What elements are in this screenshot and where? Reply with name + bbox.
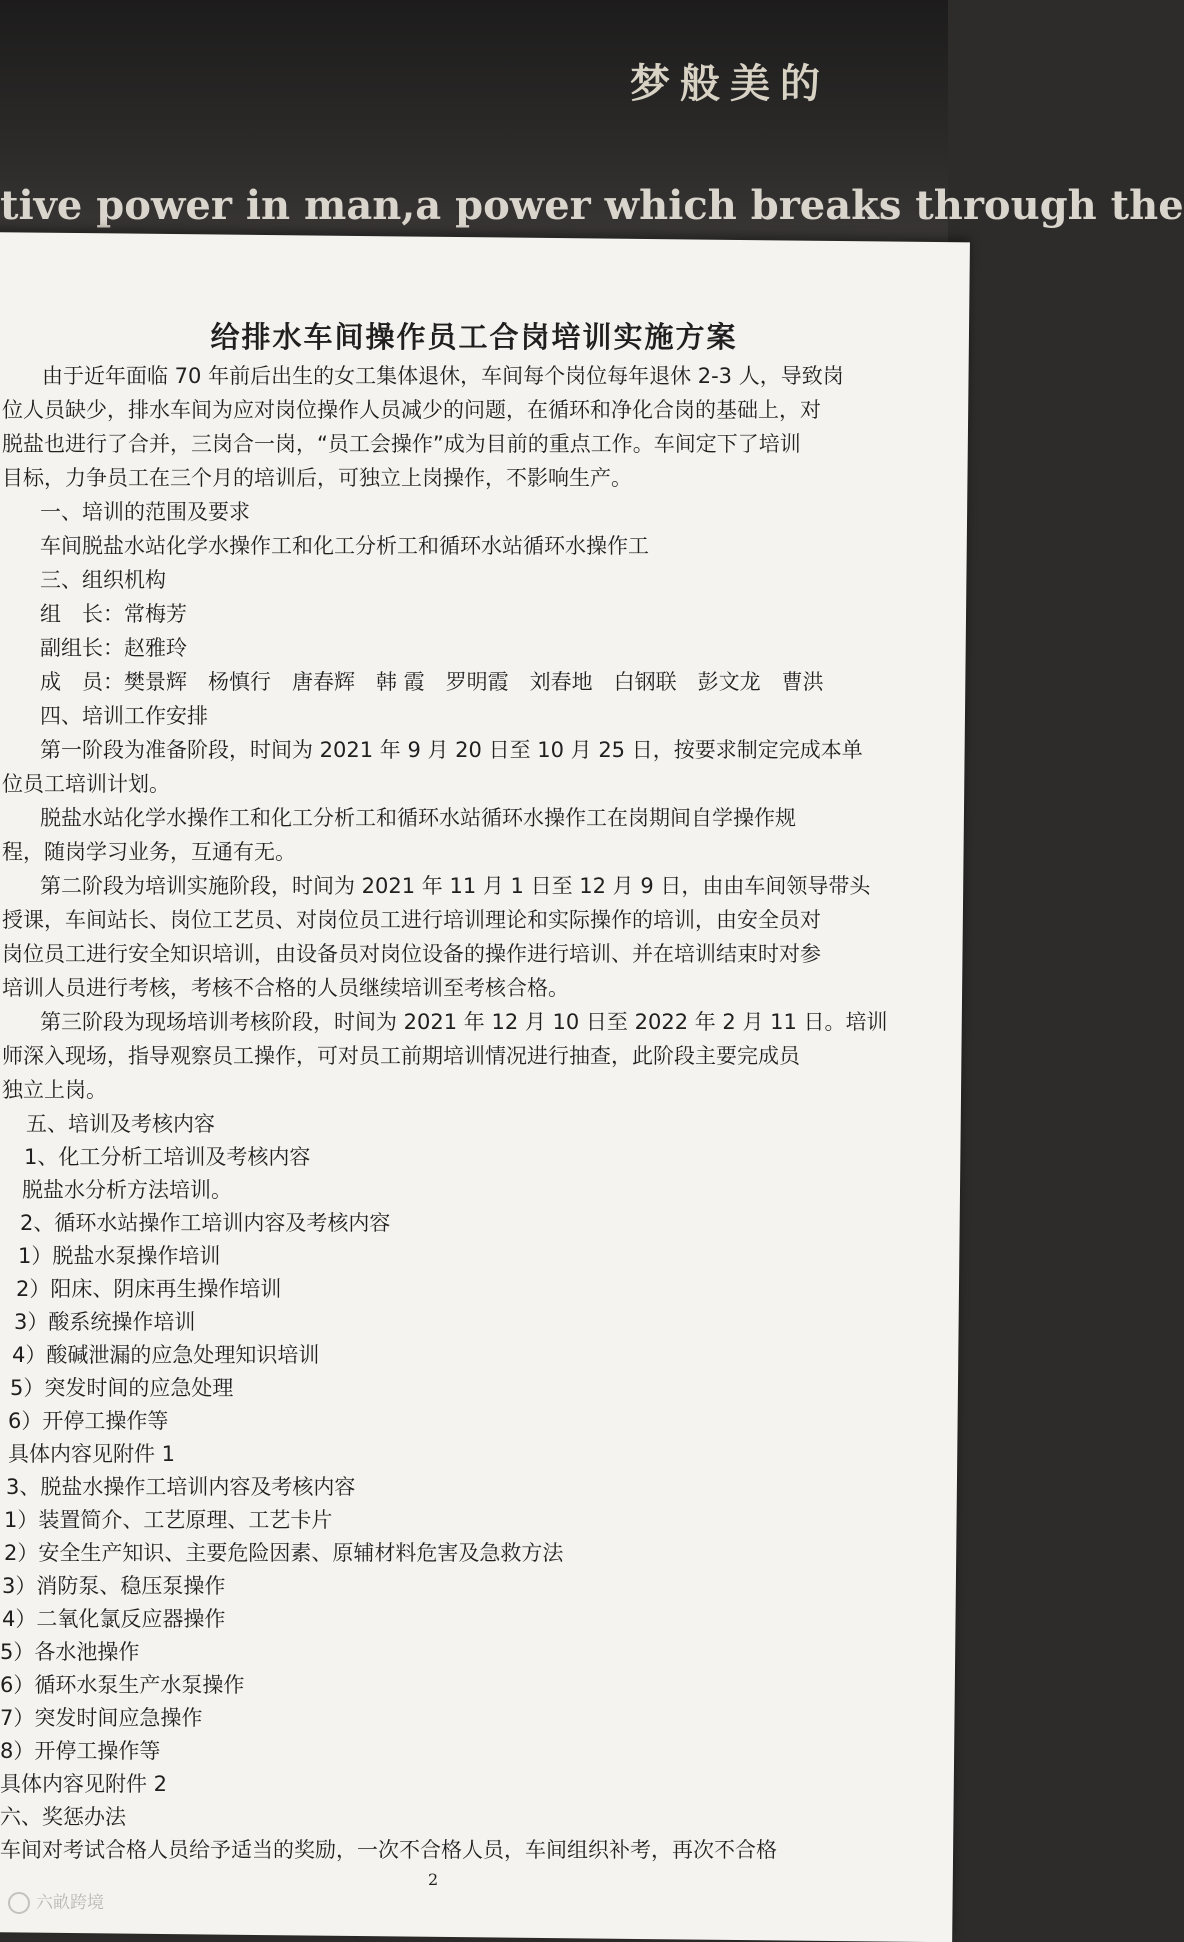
paragraph-line: 第二阶段为培训实施阶段，时间为 2021 年 11 月 1 日至 12 月 9 日，由由车间领导带头	[40, 874, 871, 898]
list-item: 6）循环水泵生产水泵操作	[0, 1673, 245, 1697]
list-item: 8）开停工操作等	[0, 1739, 161, 1763]
section-heading: 六、奖惩办法	[0, 1805, 126, 1829]
section-heading: 四、培训工作安排	[40, 704, 208, 728]
subsection-heading: 2、循环水站操作工培训内容及考核内容	[20, 1211, 391, 1235]
section-heading: 三、组织机构	[40, 568, 166, 592]
section-heading: 一、培训的范围及要求	[40, 500, 250, 524]
section-heading: 五、培训及考核内容	[26, 1112, 215, 1136]
list-item: 脱盐水分析方法培训。	[22, 1178, 232, 1202]
paragraph-line: 位人员缺少，排水车间为应对岗位操作人员减少的问题，在循环和净化合岗的基础上，对	[2, 398, 821, 422]
list-item: 6）开停工操作等	[8, 1409, 169, 1433]
paragraph-line: 由于近年面临 70 年前后出生的女工集体退休，车间每个岗位每年退休 2-3 人，导致岗	[42, 364, 844, 388]
members-line: 成 员：樊景辉 杨慎行 唐春辉 韩 霞 罗明霞 刘春地 白钢联 彭文龙 曹洪	[40, 670, 824, 694]
appendix-note: 具体内容见附件 1	[8, 1442, 176, 1466]
list-item: 2）安全生产知识、主要危险因素、原辅材料危害及急救方法	[4, 1541, 564, 1565]
paragraph-line: 脱盐水站化学水操作工和化工分析工和循环水站循环水操作工在岗期间自学操作规	[40, 806, 796, 830]
watermark	[8, 1888, 104, 1914]
banner-english-text: tive power in man,a power which breaks through the	[0, 182, 1184, 229]
paragraph-line: 第一阶段为准备阶段，时间为 2021 年 9 月 20 日至 10 月 25 日，按要求制定完成本单	[40, 738, 863, 762]
paragraph-line: 车间脱盐水站化学水操作工和化工分析工和循环水站循环水操作工	[40, 534, 649, 558]
paragraph-line: 独立上岗。	[2, 1078, 107, 1102]
paragraph-line: 车间对考试合格人员给予适当的奖励，一次不合格人员，车间组织补考，再次不合格	[0, 1838, 777, 1862]
list-item: 5）突发时间的应急处理	[10, 1376, 234, 1400]
list-item: 3）酸系统操作培训	[14, 1310, 196, 1334]
banner-chinese-text: 梦般美的	[630, 61, 830, 107]
paragraph-line: 培训人员进行考核，考核不合格的人员继续培训至考核合格。	[2, 976, 569, 1000]
subsection-heading: 1、化工分析工培训及考核内容	[24, 1145, 311, 1169]
list-item: 1）装置简介、工艺原理、工艺卡片	[4, 1508, 333, 1532]
paragraph-line: 授课，车间站长、岗位工艺员、对岗位员工进行培训理论和实际操作的培训，由安全员对	[2, 908, 821, 932]
list-item: 4）酸碱泄漏的应急处理知识培训	[12, 1343, 320, 1367]
leader-line: 组 长：常梅芳	[40, 602, 187, 626]
paragraph-line: 师深入现场，指导观察员工操作，可对员工前期培训情况进行抽查，此阶段主要完成员	[2, 1044, 800, 1068]
watermark-text: 六畝跨境	[36, 1893, 104, 1913]
deputy-leader-line: 副组长：赵雅玲	[40, 636, 187, 660]
list-item: 5）各水池操作	[0, 1640, 140, 1664]
watermark-logo-icon	[8, 1892, 30, 1914]
paragraph-line: 目标，力争员工在三个月的培训后，可独立上岗操作，不影响生产。	[2, 466, 632, 490]
page-number: 2	[428, 1870, 439, 1889]
list-item: 1）脱盐水泵操作培训	[18, 1244, 221, 1268]
subsection-heading: 3、脱盐水操作工培训内容及考核内容	[6, 1475, 356, 1499]
paragraph-line: 位员工培训计划。	[2, 772, 170, 796]
paragraph-line: 第三阶段为现场培训考核阶段，时间为 2021 年 12 月 10 日至 2022 年 2 月 11 日。培训	[40, 1010, 888, 1034]
paragraph-line: 程，随岗学习业务，互通有无。	[2, 840, 296, 864]
list-item: 4）二氧化氯反应器操作	[2, 1607, 226, 1631]
list-item: 2）阳床、阴床再生操作培训	[16, 1277, 282, 1301]
list-item: 3）消防泵、稳压泵操作	[2, 1574, 226, 1598]
paragraph-line: 岗位员工进行安全知识培训，由设备员对岗位设备的操作进行培训、并在培训结束时对参	[2, 942, 821, 966]
appendix-note: 具体内容见附件 2	[0, 1772, 168, 1796]
paragraph-line: 脱盐也进行了合并，三岗合一岗，“员工会操作”成为目前的重点工作。车间定下了培训	[2, 432, 801, 456]
list-item: 7）突发时间应急操作	[0, 1706, 203, 1730]
document-title: 给排水车间操作员工合岗培训实施方案	[210, 320, 738, 354]
